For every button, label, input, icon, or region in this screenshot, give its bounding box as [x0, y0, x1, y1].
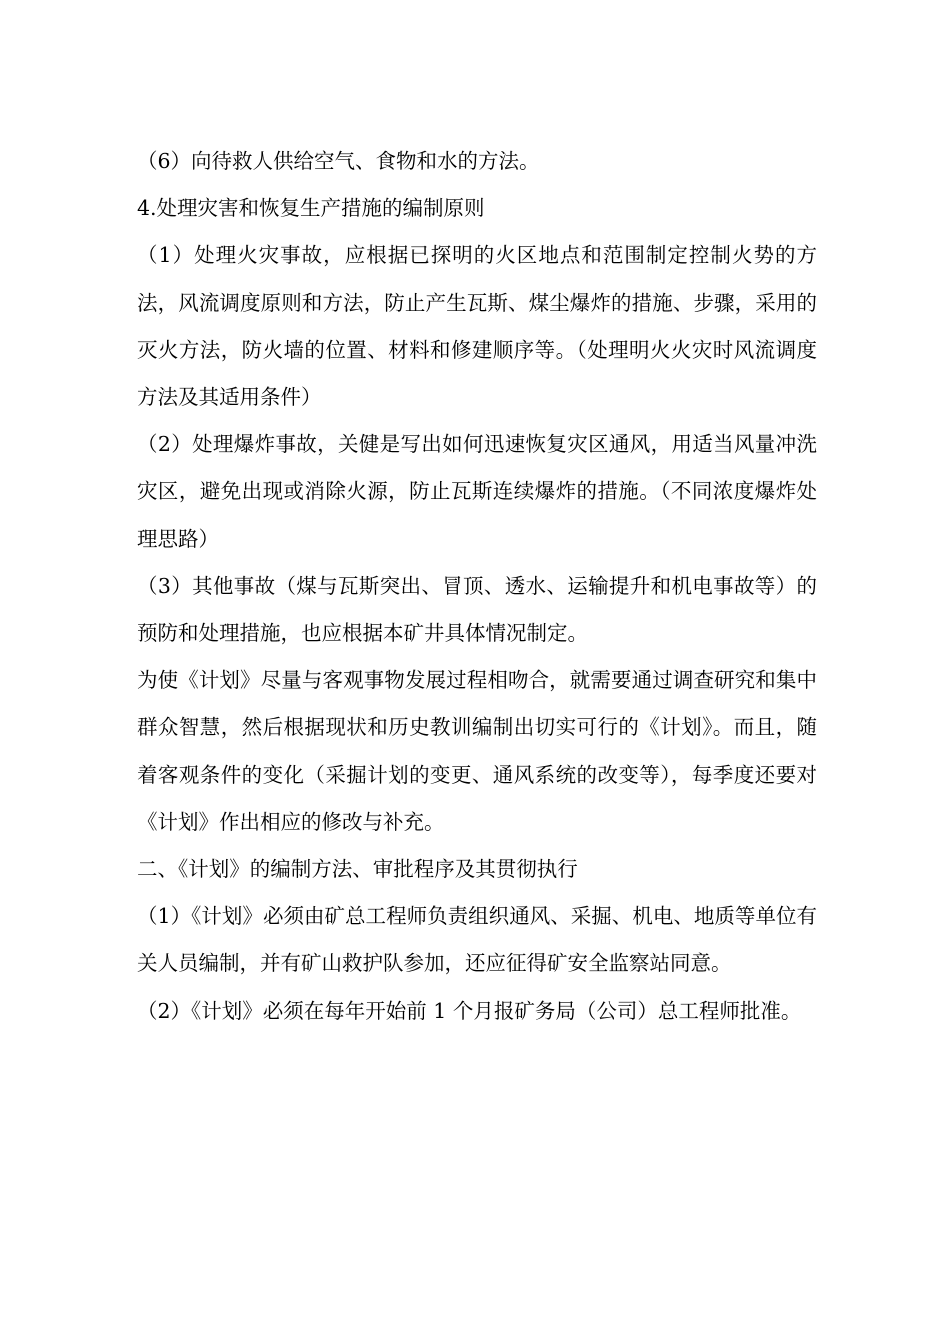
paragraph-plan-compilation: （1）《计划》必须由矿总工程师负责组织通风、采掘、机电、地质等单位有关人员编制，并有矿山救护队参加，还应征得矿安全监察站同意。: [137, 904, 817, 976]
paragraph-plan-approval: （2）《计划》必须在每年开始前 1 个月报矿务局（公司）总工程师批准。: [137, 998, 802, 1023]
paragraph-other-accidents: （3）其他事故（煤与瓦斯突出、冒顶、透水、运输提升和机电事故等）的预防和处理措施，也应根据本矿井具体情况制定。: [137, 573, 817, 646]
document-body: [137, 138, 817, 1035]
section-heading-4: 4.处理灾害和恢复生产措施的编制原则: [137, 196, 485, 221]
paragraph-item-6: （6）向待救人供给空气、食物和水的方法。: [137, 149, 540, 173]
paragraph-explosion-accident: （2）处理爆炸事故，关健是写出如何迅速恢复灾区通风，用适当风量冲洗灾区，避免出现或消除火源，防止瓦斯连续爆炸的措施。（不同浓度爆炸处理思路）: [137, 432, 817, 551]
paragraph-plan-revision: 为使《计划》尽量与客观事物发展过程相吻合，就需要通过调查研究和集中群众智慧，然后根据现状和历史教训编制出切实可行的《计划》。而且，随着客观条件的变化（采掘计划的变更、通风系统的改变等），每季度还要对《计划》作出相应的修改与补充。: [137, 668, 817, 834]
paragraph-fire-accident: （1）处理火灾事故，应根据已探明的火区地点和范围制定控制火势的方法，风流调度原则和方法，防止产生瓦斯、煤尘爆炸的措施、步骤，采用的灭火方法，防火墙的位置、材料和修建顺序等。（处理明火火灾时风流调度方法及其适用条件）: [137, 243, 817, 410]
section-heading-two: 二、《计划》的编制方法、审批程序及其贯彻执行: [137, 857, 578, 882]
